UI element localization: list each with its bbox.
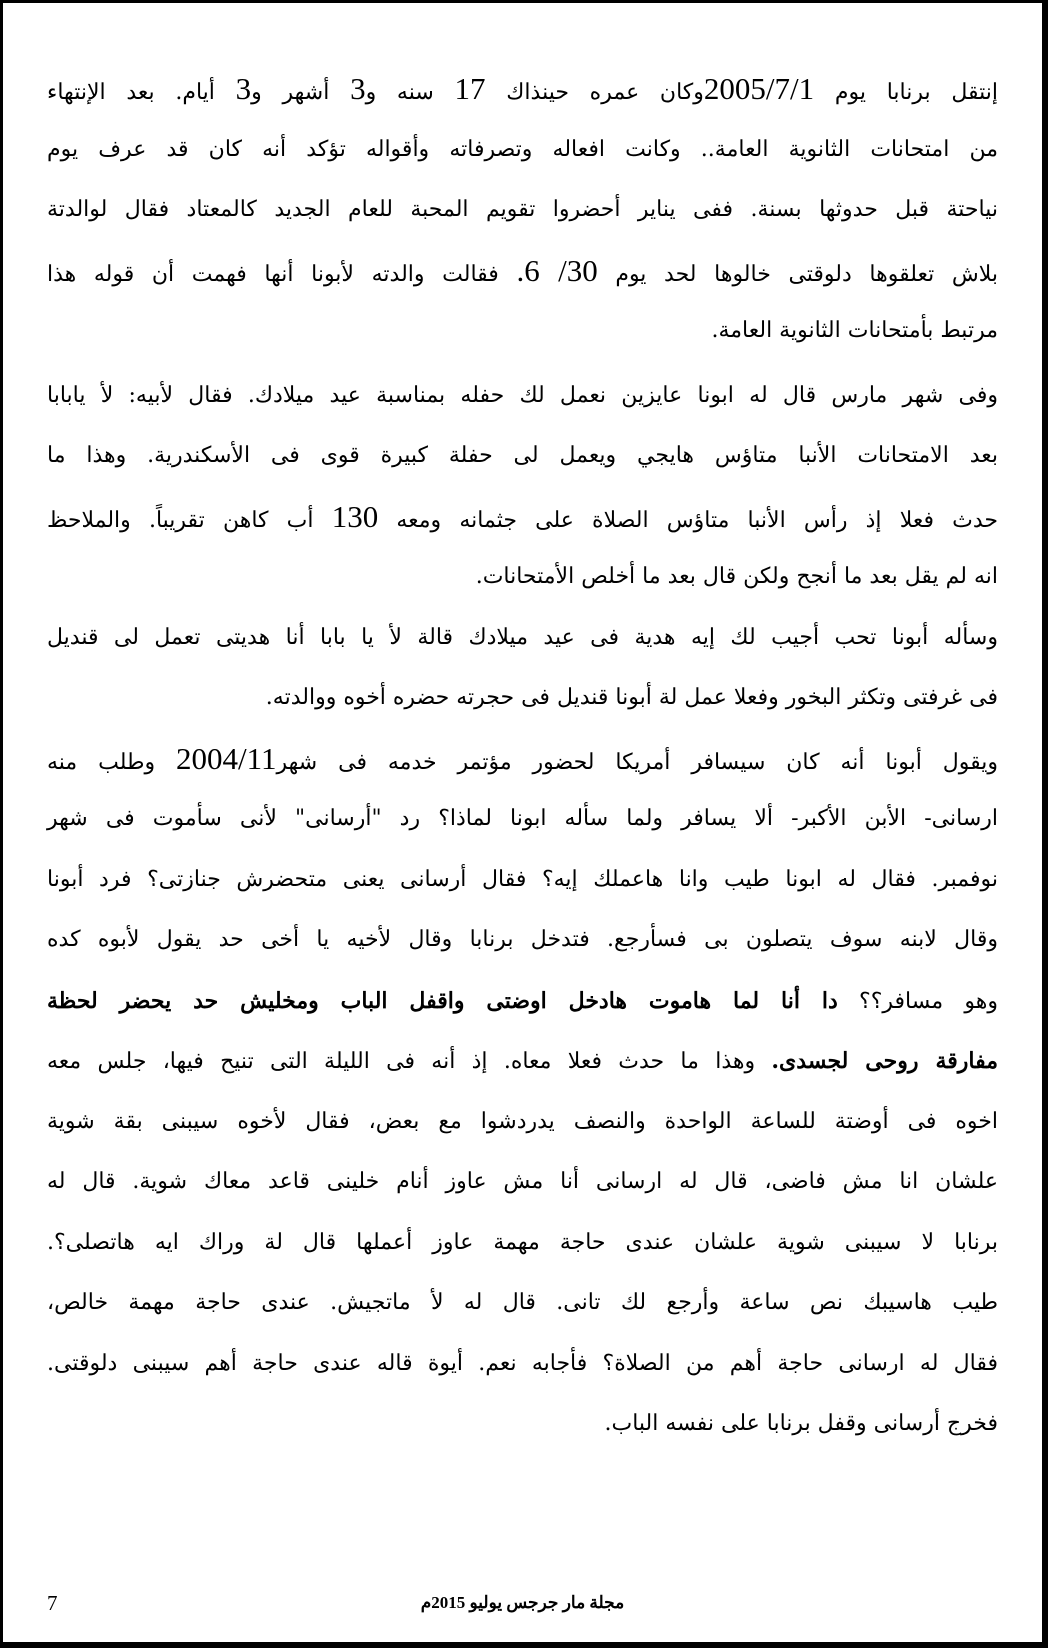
text-segment: فخرج أرسانى وقفل برنابا على نفسه الباب. xyxy=(604,1411,998,1436)
text-line xyxy=(47,432,998,493)
text-segment: وهو مسافر؟؟ xyxy=(837,988,998,1014)
text-line xyxy=(47,1219,998,1280)
text-line xyxy=(47,674,998,735)
text-segment: علشان انا مش فاضى، قال له ارسانى أنا مش عاوز أنام خلينى قاعد معاك شوية. قال له xyxy=(47,1169,998,1194)
text-segment: مرتبط بأمتحانات الثانوية العامة. xyxy=(711,318,998,343)
text-segment: طيب هاسيبك نص ساعة وأرجع لك تانى. قال له لأ ماتجيش. عندى حاجة مهمة خالص، xyxy=(47,1290,998,1315)
text-segment: وقال لابنه سوف يتصلون بى فسأرجع. فتدخل برنابا وقال لأخيه يا أخى حد يقول لأبوه كده xyxy=(47,927,998,952)
numeric-text: 2004/11 xyxy=(176,740,277,776)
numeric-text: 3 xyxy=(350,71,366,106)
text-segment: أب كاهن تقريباً. والملاحظ xyxy=(47,507,332,533)
text-line xyxy=(47,735,998,796)
text-segment: بلاش تعلقوها دلوقتى خالوها لحد يوم xyxy=(597,261,998,287)
text-line xyxy=(47,856,998,917)
text-line xyxy=(47,795,998,856)
text-segment: نياحتة قبل حدوثها بسنة. ففى يناير أحضروا تقويم المحبة للعام الجديد كالمعتاد فقال لوالدتة xyxy=(47,197,998,222)
text-segment: نوفمبر. فقال له ابونا طيب وانا هاعملك إيه؟ فقال أرسانى يعنى متحضرش جنازتى؟ فرد أبونا xyxy=(47,866,998,892)
text-segment: حدث فعلا إذ رأس الأنبا متاؤس الصلاة على جثمانه ومعه xyxy=(378,507,999,533)
text-segment: ويقول أبونا أنه كان سيسافر أمريكا لحضور مؤتمر خدمه فى شهر xyxy=(276,749,998,775)
page-number: 7 xyxy=(47,1591,58,1615)
numeric-text: 2005/7/1 xyxy=(703,71,815,106)
text-segment: وطلب منه xyxy=(47,749,177,775)
text-line xyxy=(47,493,998,554)
text-line xyxy=(47,1340,998,1401)
text-line xyxy=(47,977,998,1038)
text-line xyxy=(47,1400,998,1461)
text-segment: أشهر و xyxy=(251,80,351,105)
text-line xyxy=(47,553,998,614)
text-line xyxy=(47,65,998,126)
text-segment: أيام. بعد الإنتهاء xyxy=(47,80,236,105)
text-segment: وسأله أبونا تحب أجيب لك إيه هدية فى عيد ميلادك قالة لأ يا بابا أنا هديتى تعمل لى قنديل xyxy=(47,624,998,650)
text-segment: وهذا ما حدث فعلا معاه. إذ أنه فى الليلة التى تنيح فيها، جلس معه xyxy=(47,1049,772,1074)
text-line xyxy=(47,247,998,308)
text-segment: فقال له ارسانى حاجة أهم من الصلاة؟ فأجابه نعم. أيوة قاله عندى حاجة أهم سيبنى دلوقتى. xyxy=(47,1350,998,1376)
text-segment: من امتحانات الثانوية العامة.. وكانت افعاله وتصرفاته وأقواله تؤكد أنه كان قد عرف يوم xyxy=(47,136,998,162)
numeric-text: 30/ 6. xyxy=(516,252,598,288)
magazine-issue: مجلة مار جرجس يوليو 2015م xyxy=(420,1593,625,1612)
text-line xyxy=(47,307,998,368)
numeric-text: 17 xyxy=(454,71,486,106)
text-segment: فقالت والدته لأبونا أنها فهمت أن قوله هذا xyxy=(47,261,517,287)
text-line xyxy=(47,1037,998,1098)
text-line xyxy=(47,916,998,977)
text-line xyxy=(47,186,998,247)
text-line xyxy=(47,1098,998,1159)
text-segment: وكان عمره حينذاك xyxy=(485,80,704,105)
text-line xyxy=(47,126,998,187)
numeric-text: 130 xyxy=(331,498,379,534)
article-body xyxy=(47,65,998,1461)
text-segment: ارسانى- الأبن الأكبر- ألا يسافر ولما سأله ابونا لماذا؟ رد "أرسانى" لأنى سأموت فى شهر xyxy=(47,806,998,831)
numeric-text: 3 xyxy=(235,71,252,106)
bold-text: مفارقة روحى لجسدى. xyxy=(771,1048,998,1074)
text-line xyxy=(47,614,998,675)
text-segment: اخوه فى أوضتة للساعة الواحدة والنصف يدردشوا مع بعض، فقال لأخوه سيبنى بقة شوية xyxy=(47,1108,998,1134)
text-line xyxy=(47,1158,998,1219)
text-line xyxy=(47,372,998,433)
text-segment: انه لم يقل بعد ما أنجح ولكن قال بعد ما أخلص الأمتحانات. xyxy=(475,564,998,589)
text-line xyxy=(47,1279,998,1340)
text-segment: برنابا لا سيبنى شوية علشان عندى حاجة مهمة عاوز أعملها قال لة وراك ايه هاتصلى؟. xyxy=(47,1229,998,1255)
text-segment: فى غرفتى وتكثر البخور وفعلا عمل لة أبونا قنديل فى حجرته حضره أخوه ووالدته. xyxy=(265,685,998,710)
bold-text: دا أنا لما هاموت هادخل اوضتى واقفل الباب ومخليش حد يحضر لحظة xyxy=(47,987,838,1014)
text-segment: وفى شهر مارس قال له ابونا عايزين نعمل لك حفله بمناسبة عيد ميلادك. فقال لأبيه: لأ يابابا xyxy=(47,382,998,408)
text-segment: سنه و xyxy=(365,80,455,105)
text-segment: إنتقل برنابا يوم xyxy=(814,80,999,105)
text-segment: بعد الامتحانات الأنبا متاؤس هايجي ويعمل لى حفلة كبيرة قوى فى الأسكندرية. وهذا ما xyxy=(47,443,998,468)
